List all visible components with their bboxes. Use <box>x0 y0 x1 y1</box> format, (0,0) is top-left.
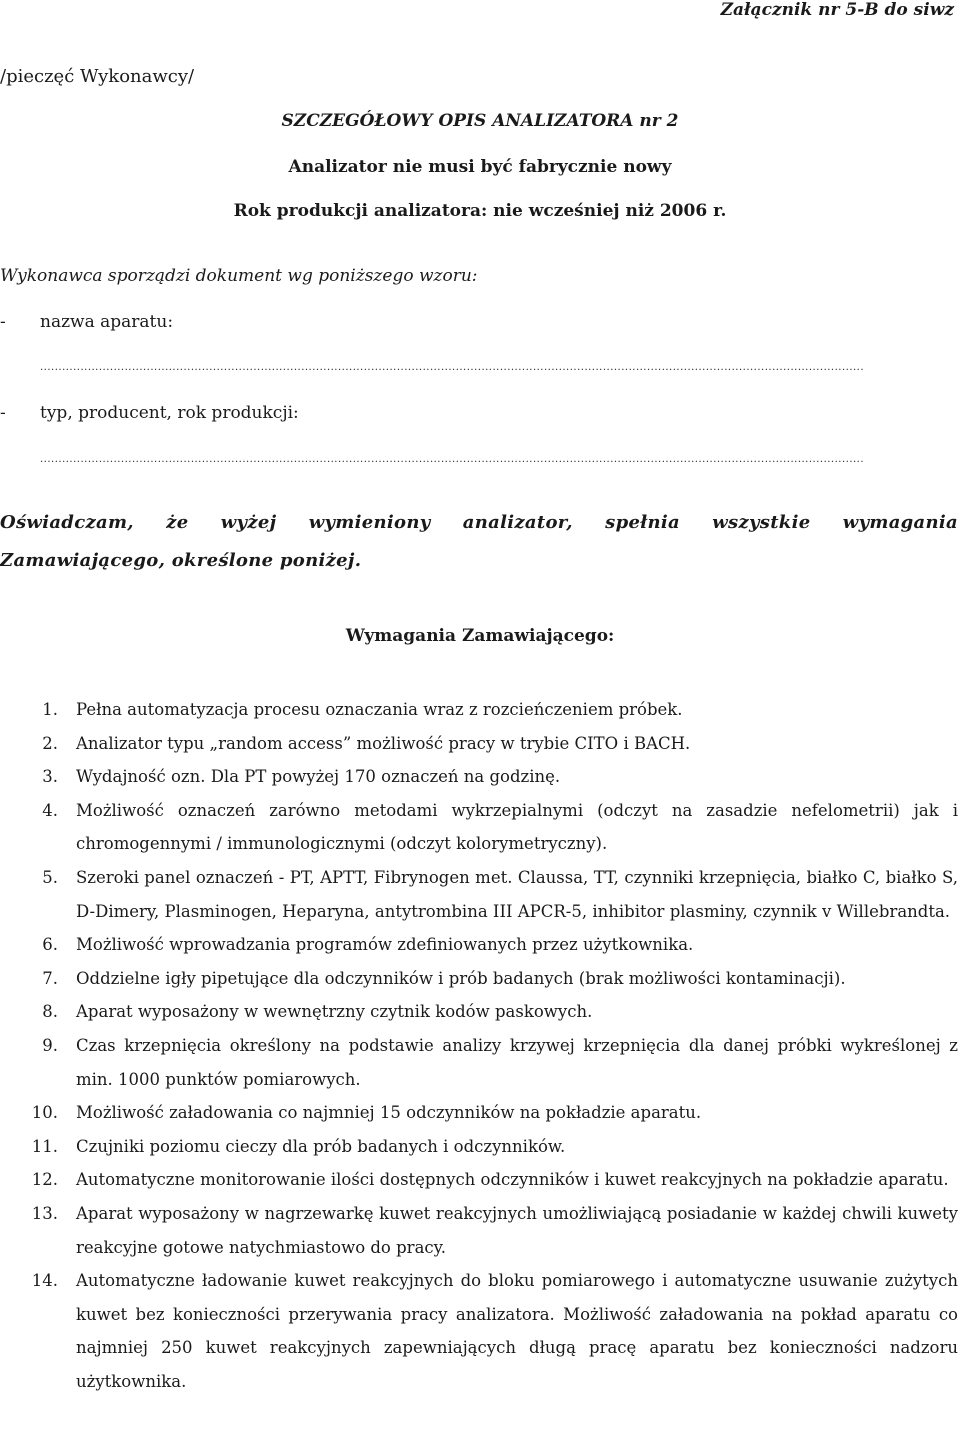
list-item-text: Oddzielne igły pipetujące dla odczynników i prób badanych (brak możliwości kontaminacji). <box>76 968 846 988</box>
fill-in-dotted-line: ................................................................................................................................................................................................................................ <box>40 454 865 462</box>
form-intro: Wykonawca sporządzi dokument wg poniższego wzoru: <box>0 266 478 286</box>
list-item-text: Pełna automatyzacja procesu oznaczania wraz z rozcieńczeniem próbek. <box>76 700 683 719</box>
list-item-text: Czujniki poziomu cieczy dla prób badanych i odczynników. <box>76 1136 566 1156</box>
list-item-text: Aparat wyposażony w wewnętrzny czytnik kodów paskowych. <box>76 1002 593 1022</box>
list-item-number: 12. <box>31 1170 58 1190</box>
list-item-number: 7. <box>42 968 58 988</box>
field-dash: - <box>0 403 6 423</box>
list-item <box>0 995 958 1029</box>
list-item-number: 10. <box>31 1103 58 1123</box>
requirements-heading: Wymagania Zamawiającego: <box>345 626 615 646</box>
list-item <box>0 794 958 861</box>
list-item-number: 4. <box>42 800 58 820</box>
list-item-text: Czas krzepnięcia określony na podstawie analizy krzywej krzepnięcia dla danej próbki wykreślonej z min. 1000 punktów pomiarowych. <box>76 1035 958 1089</box>
subtitle-production-year: Rok produkcji analizatora: nie wcześniej niż 2006 r. <box>233 201 727 221</box>
list-item <box>0 727 958 761</box>
list-item-text: Wydajność ozn. Dla PT powyżej 170 oznaczeń na godzinę. <box>76 767 561 787</box>
list-item <box>0 962 958 996</box>
list-item-number: 1. <box>42 700 58 719</box>
attachment-label: Załącznik nr 5-B do siwz <box>720 0 954 20</box>
subtitle-new-device: Analizator nie musi być fabrycznie nowy <box>288 157 672 177</box>
list-item <box>0 1264 958 1398</box>
list-item <box>0 1197 958 1264</box>
list-item-text: Możliwość oznaczeń zarówno metodami wykrzepialnymi (odczyt na zasadzie nefelometrii) jak i chromogennymi / immunologicznymi (odczyt kolorymetryczny). <box>76 800 958 854</box>
list-item-number: 11. <box>31 1136 58 1156</box>
list-item-text: Automatyczne ładowanie kuwet reakcyjnych do bloku pomiarowego i automatyczne usuwanie zużytych kuwet bez konieczności przerywania pracy analizatora. Możliwość załadowania na pokład aparatu co najmniej 250 kuwet reakcyjnych zapewniających długą pracę aparatu bez konieczności nadzoru użytkownika. <box>76 1271 958 1391</box>
field-type-producer-year-label: typ, producent, rok produkcji: <box>40 403 299 423</box>
list-item-number: 2. <box>42 733 58 753</box>
list-item <box>0 1096 958 1130</box>
fill-in-dotted-line: ................................................................................................................................................................................................................................ <box>40 362 865 370</box>
list-item <box>0 1029 958 1096</box>
field-device-name <box>0 312 173 332</box>
list-item-number: 5. <box>42 867 58 887</box>
list-item-number: 6. <box>42 935 58 955</box>
field-dash: - <box>0 312 6 332</box>
list-item-text: Automatyczne monitorowanie ilości dostępnych odczynników i kuwet reakcyjnych na pokładzie aparatu. <box>76 1170 949 1190</box>
list-item-text: Analizator typu „random access” możliwość pracy w trybie CITO i BACH. <box>76 733 691 753</box>
contractor-stamp-label: /pieczęć Wykonawcy/ <box>0 66 195 87</box>
field-type-producer-year <box>0 403 299 423</box>
list-item <box>0 760 958 794</box>
document-title: SZCZEGÓŁOWY OPIS ANALIZATORA nr 2 <box>281 111 679 131</box>
list-item-number: 3. <box>42 767 58 787</box>
list-item-number: 9. <box>42 1035 58 1055</box>
list-item-text: Aparat wyposażony w nagrzewarkę kuwet reakcyjnych umożliwiającą posiadanie w każdej chwili kuwety reakcyjne gotowe natychmiastowo do pracy. <box>76 1203 958 1257</box>
list-item-text: Możliwość załadowania co najmniej 15 odczynników na pokładzie aparatu. <box>76 1103 702 1123</box>
declaration-line-2: Zamawiającego, określone poniżej. <box>0 550 362 571</box>
declaration-line-1: Oświadczam, że wyżej wymieniony analizator, spełnia wszystkie wymagania <box>0 512 958 533</box>
list-item <box>0 861 958 928</box>
list-item <box>0 1130 958 1164</box>
list-item-number: 13. <box>31 1203 58 1223</box>
list-item <box>0 1163 958 1197</box>
field-device-name-label: nazwa aparatu: <box>40 312 174 332</box>
list-item-text: Szeroki panel oznaczeń - PT, APTT, Fibrynogen met. Claussa, TT, czynniki krzepnięcia, białko C, białko S, D-Dimery, Plasminogen, Heparyna, antytrombina III APCR-5, inhibitor plasminy, czynnik v Willebrandta. <box>76 867 958 921</box>
requirements-list <box>0 693 958 1398</box>
list-item-number: 8. <box>42 1002 58 1022</box>
list-item-text: Możliwość wprowadzania programów zdefiniowanych przez użytkownika. <box>76 935 694 955</box>
list-item-number: 14. <box>31 1271 58 1291</box>
list-item <box>0 928 958 962</box>
list-item <box>0 693 958 727</box>
